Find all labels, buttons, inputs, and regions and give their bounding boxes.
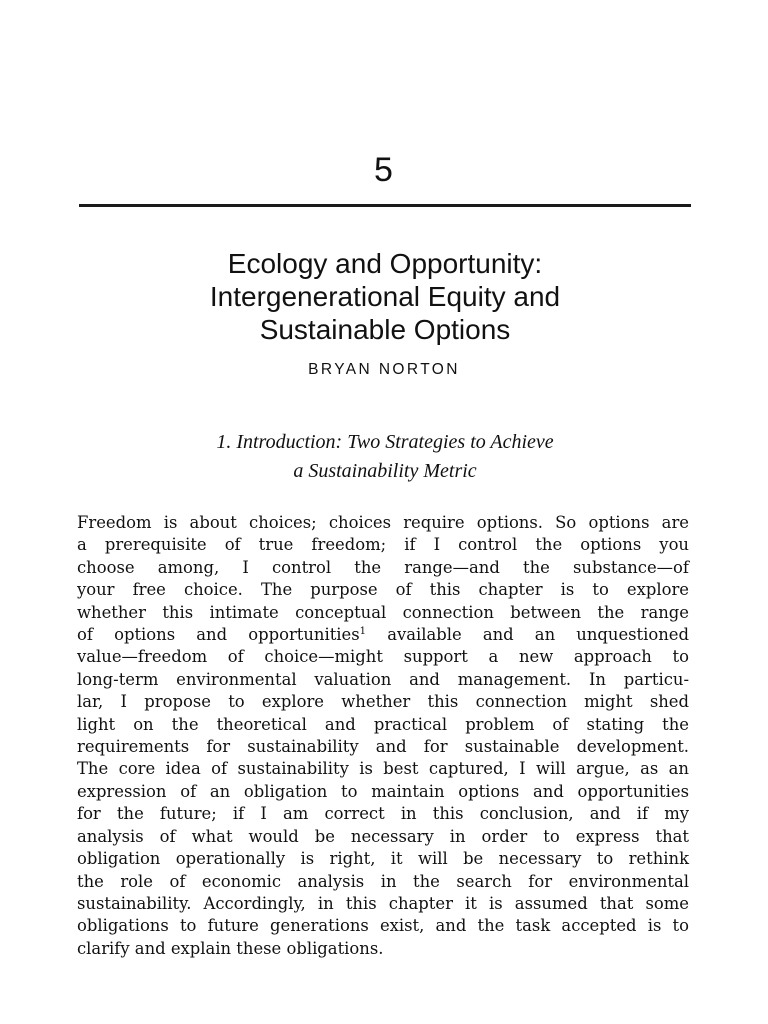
body-line: obligation operationally is right, it will be necessary to rethink xyxy=(77,849,689,869)
body-line: the role of economic analysis in the search for environmental xyxy=(77,871,689,891)
body-line: The core idea of sustainability is best captured, I will argue, as an xyxy=(77,759,689,779)
body-line: Freedom is about choices; choices require options. So options are xyxy=(77,513,689,532)
author-name: BRYAN NORTON xyxy=(308,361,460,378)
body-line: whether this intimate conceptual connection between the range xyxy=(77,602,689,622)
body-line: obligations to future generations exist, and the task accepted is to xyxy=(77,916,689,936)
body-line-segment: of options and opportunities xyxy=(77,625,360,645)
chapter-title-line: Intergenerational Equity and xyxy=(209,281,561,312)
body-line: your free choice. The purpose of this chapter is to explore xyxy=(77,580,689,600)
body-line: lar, I propose to explore whether this connection might shed xyxy=(77,692,689,712)
body-line: choose among, I control the range—and the substance—of xyxy=(77,557,689,577)
section-heading-line: 1. Introduction: Two Strategies to Achieve xyxy=(216,431,554,453)
chapter-number: 5 xyxy=(374,151,394,189)
section-heading xyxy=(79,428,691,486)
chapter-title xyxy=(79,247,691,346)
body-line: a prerequisite of true freedom; if I control the options you xyxy=(77,535,689,555)
body-line: requirements for sustainability and for sustainable development. xyxy=(77,737,689,757)
chapter-title-line: Ecology and Opportunity: xyxy=(227,248,543,279)
section-heading-line: a Sustainability Metric xyxy=(293,460,477,482)
body-line: analysis of what would be necessary in order to express that xyxy=(77,826,689,846)
body-line: expression of an obligation to maintain options and opportunities xyxy=(77,781,689,801)
body-paragraph xyxy=(77,512,689,960)
body-line: light on the theoretical and practical problem of stating the xyxy=(77,714,689,734)
body-line: long-term environmental valuation and management. In particu- xyxy=(77,669,689,689)
body-line: clarify and explain these obligations. xyxy=(77,938,384,958)
body-line-segment: available and an unquestioned xyxy=(366,625,689,645)
body-line: sustainability. Accordingly, in this chapter it is assumed that some xyxy=(77,893,689,913)
body-line-with-footnote xyxy=(77,624,689,646)
footnote-reference[interactable]: 1 xyxy=(359,626,367,638)
chapter-title-line: Sustainable Options xyxy=(259,314,511,345)
body-line: value—freedom of choice—might support a new approach to xyxy=(77,647,689,667)
chapter-divider-rule xyxy=(79,204,691,207)
body-line: for the future; if I am correct in this conclusion, and if my xyxy=(77,804,689,824)
